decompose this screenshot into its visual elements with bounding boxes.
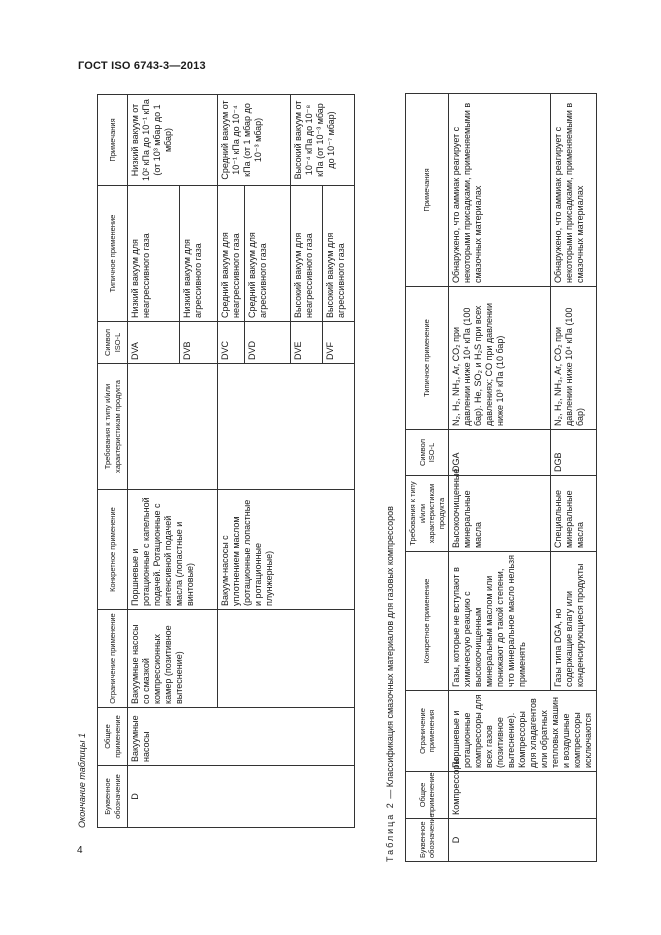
t1-letter: D [128,766,355,828]
t1-notes-medium: Средний вакуум от 10⁻¹ кПа до 10⁻⁴ кПа (от 1 мбар до 10⁻³ мбар) [218,95,291,186]
t2-requirements-dga: Высокоочищенные минеральные масла [449,476,551,552]
t2-requirements-dgb: Специальные минеральные масла [550,476,596,552]
t1-typical-dvf: Высокий вакуум для агрессивного газа [323,186,355,322]
t2-header-typical: Типичное применение [406,287,449,430]
t1-specific-1: Поршневые и ротационные с капельной подачей. Ротационные с интенсивной подачей масла (лопастные и винтовые) [128,490,218,610]
t2-limitation: Поршневые и ротационные компрессоры для всех газов (позитивное вытеснение). Компрессоры для хладагентов или обратных тепловых машин и воздушные компрессоры исключаются [449,691,597,772]
t2-notes-dgb: Обнаружено, что аммиак реагирует с некоторыми присадками, применяемыми в смазочных материалах [550,94,596,287]
t1-symbol-dvb: DVB [180,322,218,364]
t2-specific-dga: Газы, которые не вступают в химическую реакцию с высокоочищенным минеральным маслом или понижают до такой степени, что минеральное масло нельзя применять [449,552,551,691]
t2-header-specific: Конкретное применение [406,552,449,691]
t1-header-requirements: Требования к типу и/или характеристикам продукта [98,364,128,490]
t2-header-notes: Примечания [406,94,449,287]
t2-header-letter: Буквенное обозначение [406,819,449,862]
t1-symbol-dvc: DVC [218,322,245,364]
t2-specific-dgb: Газы типа DGA, но содержащие влагу или конденсирующиеся продукты [550,552,596,691]
t2-notes-dga: Обнаружено, что аммиак реагирует с некоторыми присадками, применяемыми в смазочных материалах [449,94,551,287]
t1-symbol-dvd: DVD [245,322,291,364]
t1-typical-dvd: Средний вакуум для агрессивного газа [245,186,291,322]
t1-header-letter: Буквенное обозначение [98,766,128,828]
t1-general: Вакуумные насосы [128,708,355,766]
table2-block [385,93,597,862]
t1-typical-dvb: Низкий вакуум для агрессивного газа [180,186,218,322]
table1-caption: Окончание таблицы 1 [77,733,87,828]
t2-typical-dga: N₂, H₂, NH₃, Ar, CO₂ при давлении ниже 10⁴ кПа (100 бар). He, SO₂ и H₂S при всех давлениях; CO при давлении ниже 10³ кПа (10 бар) [449,287,551,430]
t2-symbol-dgb: DGB [550,430,596,476]
t1-symbol-dva: DVA [128,322,180,364]
table1-block [77,94,355,828]
t1-limitation-2 [218,610,355,708]
t2-header-symbol: Символ ISO-L [406,430,449,476]
t1-header-notes: Примечания [98,95,128,186]
t2-symbol-dga: DGA [449,430,551,476]
t2-header-requirements: Требования к типу и/или характеристикам продукта [406,476,449,552]
t2-general: Компрессоры [449,772,597,819]
t1-requirements-2 [218,364,355,490]
t2-typical-dgb: N₂, H₂, NH₃, Ar, CO₂ при давлении ниже 10⁴ кПа (100 бар) [550,287,596,430]
table2-caption-text: — Классификация смазочных материалов для газовых компрессоров [385,506,395,802]
t1-header-general: Общее применение [98,708,128,766]
document-header: ГОСТ ISO 6743-3—2013 [78,60,206,72]
t2-letter: D [449,819,597,862]
t1-header-limitation: Ограничение применение [98,610,128,708]
table2 [405,93,597,862]
t1-notes-low: Низкий вакуум от 10² кПа до 10⁻¹ кПа (от 10³ мбар до 1 мбар) [128,95,218,186]
t1-header-specific: Конкретное применение [98,490,128,610]
t1-notes-high: Высокий вакуум от 10⁻⁴ кПа до 10⁻⁸ кПа (от 10⁻³ мбар до 10⁻⁷ мбар) [291,95,355,186]
table1 [97,94,355,828]
t2-header-general: Общее применение [406,772,449,819]
t1-typical-dvc: Средний вакуум для неагрессивного газа [218,186,245,322]
t2-header-limitation: Ограничение применения [406,691,449,772]
t1-limitation-1: Вакуумные насосы со смазкой компрессионных камер (позитивное вытеснение) [128,610,218,708]
t1-symbol-dve: DVE [291,322,323,364]
t1-requirements-1 [128,364,218,490]
t1-specific-2: Вакуум-насосы с уплотнением маслом (ротационные лопастные и ротационные плунжерные) [218,490,355,610]
t1-symbol-dvf: DVF [323,322,355,364]
t1-header-symbol: Символ ISO-L [98,322,128,364]
t1-typical-dve: Высокий вакуум для неагрессивного газа [291,186,323,322]
t1-typical-dva: Низкий вакуум для неагрессивного газа [128,186,180,322]
table2-caption-label: Таблица 2 [385,801,395,862]
page-number: 4 [77,845,83,856]
t1-header-typical: Типичное применение [98,186,128,322]
